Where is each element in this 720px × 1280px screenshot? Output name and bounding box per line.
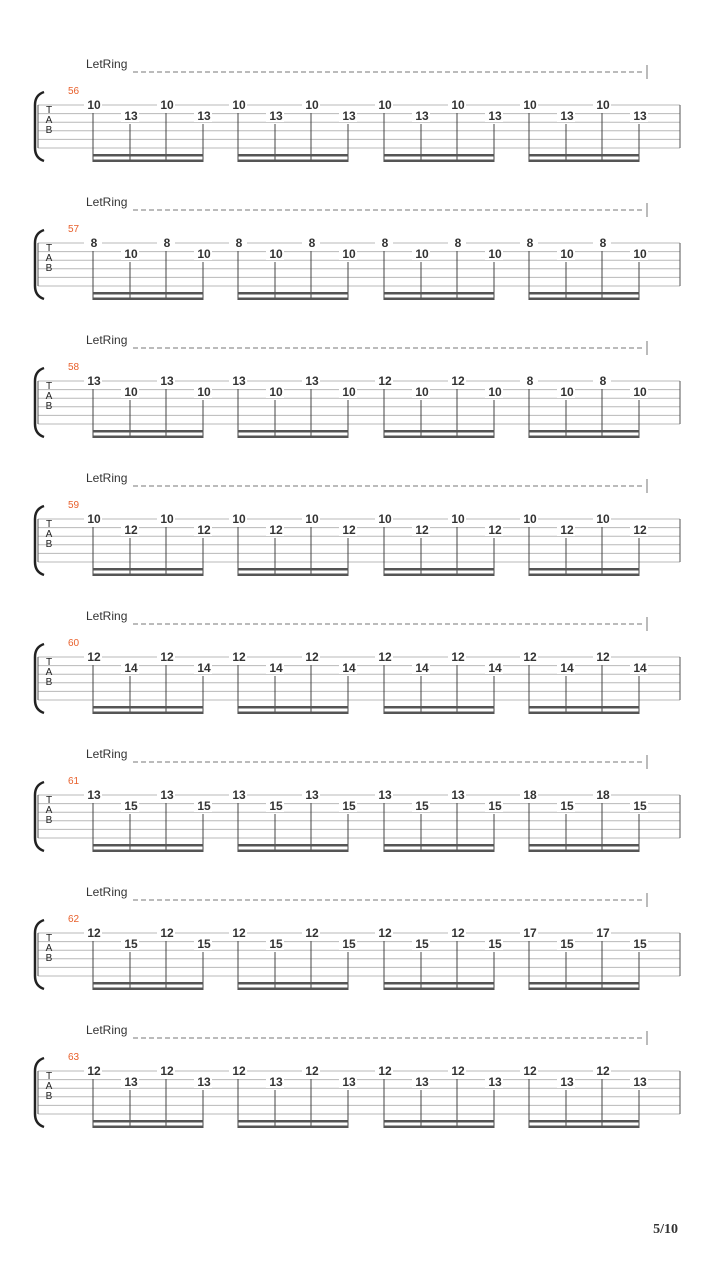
beam-upper — [529, 292, 640, 295]
beam-upper — [93, 706, 204, 709]
beam-upper — [93, 154, 204, 157]
beam-upper — [93, 568, 204, 571]
measure-number: 62 — [68, 914, 80, 925]
beam-upper — [238, 154, 349, 157]
fret-number: 10 — [160, 98, 174, 112]
system-bracket — [35, 230, 44, 299]
beam-lower — [238, 160, 349, 163]
fret-number: 13 — [197, 1075, 211, 1089]
fret-number: 13 — [560, 1075, 574, 1089]
tab-clef-letter: A — [45, 115, 53, 126]
fret-number: 8 — [90, 236, 98, 250]
fret-number: 17 — [596, 926, 610, 940]
fret-number: 10 — [560, 247, 574, 261]
fret-number: 10 — [197, 247, 211, 261]
beam-lower — [384, 988, 495, 991]
fret-number: 13 — [488, 109, 502, 123]
beam-upper — [384, 1120, 495, 1123]
fret-number: 12 — [124, 523, 138, 537]
beam-lower — [529, 574, 640, 577]
fret-number: 15 — [560, 937, 574, 951]
beam-lower — [529, 988, 640, 991]
let-ring-label: LetRing — [86, 609, 128, 623]
beam-lower — [384, 160, 495, 163]
tab-clef-letter: B — [45, 1091, 53, 1102]
fret-number: 13 — [415, 1075, 429, 1089]
fret-number: 12 — [451, 650, 465, 664]
system-bracket — [35, 1058, 44, 1127]
beam-upper — [529, 1120, 640, 1123]
fret-number: 10 — [488, 247, 502, 261]
fret-number: 10 — [523, 512, 537, 526]
tab-clef-letter: A — [45, 943, 53, 954]
fret-number: 15 — [197, 937, 211, 951]
beam-lower — [384, 298, 495, 301]
tab-clef-letter: B — [45, 539, 53, 550]
fret-number: 12 — [232, 650, 246, 664]
fret-number: 18 — [523, 788, 537, 802]
let-ring-label: LetRing — [86, 471, 128, 485]
beam-lower — [529, 712, 640, 715]
fret-number: 12 — [197, 523, 211, 537]
fret-number: 13 — [305, 374, 319, 388]
beam-upper — [384, 706, 495, 709]
fret-number: 14 — [124, 661, 138, 675]
beam-upper — [238, 1120, 349, 1123]
tab-clef-letter: B — [45, 953, 53, 964]
fret-number: 8 — [454, 236, 462, 250]
beam-lower — [93, 574, 204, 577]
tab-clef-letter: A — [45, 391, 53, 402]
fret-number: 13 — [415, 109, 429, 123]
beam-lower — [529, 298, 640, 301]
beam-lower — [93, 436, 204, 439]
measure-number: 56 — [68, 86, 80, 97]
beam-upper — [93, 430, 204, 433]
beam-lower — [238, 850, 349, 853]
fret-number: 10 — [596, 512, 610, 526]
beam-lower — [93, 850, 204, 853]
fret-number: 14 — [342, 661, 356, 675]
fret-number: 14 — [633, 661, 647, 675]
measure-number: 57 — [68, 224, 80, 235]
fret-number: 15 — [269, 799, 283, 813]
fret-number: 10 — [305, 98, 319, 112]
beam-upper — [238, 430, 349, 433]
beam-lower — [238, 1126, 349, 1129]
beam-lower — [529, 160, 640, 163]
fret-number: 13 — [633, 109, 647, 123]
fret-number: 18 — [596, 788, 610, 802]
fret-number: 15 — [124, 799, 138, 813]
tab-clef-letter: T — [45, 657, 53, 668]
fret-number: 12 — [342, 523, 356, 537]
fret-number: 14 — [269, 661, 283, 675]
beam-upper — [529, 706, 640, 709]
fret-number: 13 — [488, 1075, 502, 1089]
fret-number: 12 — [415, 523, 429, 537]
fret-number: 13 — [269, 1075, 283, 1089]
fret-number: 10 — [232, 98, 246, 112]
fret-number: 10 — [633, 385, 647, 399]
fret-number: 12 — [523, 650, 537, 664]
system-bracket — [35, 92, 44, 161]
fret-number: 13 — [197, 109, 211, 123]
fret-number: 12 — [87, 926, 101, 940]
beam-upper — [93, 844, 204, 847]
fret-number: 8 — [381, 236, 389, 250]
measure-number: 60 — [68, 638, 80, 649]
beam-upper — [93, 1120, 204, 1123]
beam-upper — [93, 292, 204, 295]
fret-number: 17 — [523, 926, 537, 940]
fret-number: 10 — [560, 385, 574, 399]
fret-number: 12 — [596, 1064, 610, 1078]
fret-number: 15 — [342, 937, 356, 951]
fret-number: 10 — [451, 98, 465, 112]
fret-number: 12 — [305, 926, 319, 940]
beam-lower — [238, 988, 349, 991]
let-ring-label: LetRing — [86, 1023, 128, 1037]
beam-upper — [384, 154, 495, 157]
beam-lower — [238, 436, 349, 439]
beam-upper — [529, 982, 640, 985]
beam-lower — [529, 850, 640, 853]
beam-lower — [384, 1126, 495, 1129]
beam-lower — [529, 1126, 640, 1129]
fret-number: 13 — [124, 1075, 138, 1089]
tab-clef-letter: B — [45, 815, 53, 826]
beam-lower — [238, 574, 349, 577]
beam-upper — [384, 430, 495, 433]
fret-number: 15 — [124, 937, 138, 951]
tab-clef-letter: B — [45, 263, 53, 274]
tab-clef-letter: A — [45, 805, 53, 816]
let-ring-label: LetRing — [86, 333, 128, 347]
fret-number: 13 — [232, 374, 246, 388]
beam-lower — [93, 160, 204, 163]
tab-clef-letter: T — [45, 519, 53, 530]
fret-number: 15 — [342, 799, 356, 813]
measure-number: 58 — [68, 362, 80, 373]
fret-number: 12 — [378, 926, 392, 940]
beam-upper — [238, 706, 349, 709]
let-ring-label: LetRing — [86, 747, 128, 761]
let-ring-label: LetRing — [86, 885, 128, 899]
fret-number: 12 — [378, 1064, 392, 1078]
fret-number: 10 — [197, 385, 211, 399]
fret-number: 10 — [415, 385, 429, 399]
beam-lower — [238, 298, 349, 301]
fret-number: 12 — [378, 374, 392, 388]
beam-lower — [93, 988, 204, 991]
beam-lower — [384, 574, 495, 577]
fret-number: 12 — [232, 1064, 246, 1078]
tab-clef-letter: A — [45, 253, 53, 264]
fret-number: 12 — [160, 926, 174, 940]
fret-number: 8 — [163, 236, 171, 250]
beam-upper — [238, 982, 349, 985]
fret-number: 13 — [160, 374, 174, 388]
beam-upper — [238, 292, 349, 295]
fret-number: 15 — [488, 799, 502, 813]
fret-number: 10 — [596, 98, 610, 112]
fret-number: 12 — [378, 650, 392, 664]
beam-upper — [384, 292, 495, 295]
tab-clef-letter: T — [45, 105, 53, 116]
fret-number: 10 — [305, 512, 319, 526]
fret-number: 12 — [160, 650, 174, 664]
beam-upper — [93, 982, 204, 985]
tab-clef-letter: T — [45, 243, 53, 254]
beam-upper — [529, 154, 640, 157]
fret-number: 13 — [232, 788, 246, 802]
let-ring-label: LetRing — [86, 195, 128, 209]
beam-upper — [384, 568, 495, 571]
fret-number: 8 — [308, 236, 316, 250]
fret-number: 12 — [305, 1064, 319, 1078]
fret-number: 12 — [560, 523, 574, 537]
fret-number: 15 — [415, 799, 429, 813]
page-number: 5/10 — [653, 1222, 678, 1237]
fret-number: 8 — [526, 236, 534, 250]
fret-number: 10 — [124, 247, 138, 261]
fret-number: 14 — [197, 661, 211, 675]
fret-number: 12 — [451, 1064, 465, 1078]
tab-clef-letter: T — [45, 795, 53, 806]
beam-lower — [384, 436, 495, 439]
beam-lower — [93, 298, 204, 301]
fret-number: 12 — [451, 926, 465, 940]
system-bracket — [35, 506, 44, 575]
fret-number: 12 — [596, 650, 610, 664]
tab-clef-letter: A — [45, 1081, 53, 1092]
fret-number: 13 — [269, 109, 283, 123]
tab-clef-letter: A — [45, 667, 53, 678]
fret-number: 13 — [560, 109, 574, 123]
fret-number: 10 — [269, 385, 283, 399]
fret-number: 15 — [415, 937, 429, 951]
system-bracket — [35, 920, 44, 989]
fret-number: 12 — [305, 650, 319, 664]
fret-number: 10 — [342, 247, 356, 261]
fret-number: 8 — [599, 374, 607, 388]
fret-number: 13 — [342, 109, 356, 123]
fret-number: 12 — [269, 523, 283, 537]
system-bracket — [35, 644, 44, 713]
beam-upper — [529, 568, 640, 571]
beam-upper — [529, 430, 640, 433]
fret-number: 13 — [305, 788, 319, 802]
beam-lower — [93, 1126, 204, 1129]
beam-lower — [384, 850, 495, 853]
beam-upper — [529, 844, 640, 847]
fret-number: 13 — [633, 1075, 647, 1089]
measure-number: 59 — [68, 500, 80, 511]
fret-number: 10 — [232, 512, 246, 526]
fret-number: 10 — [415, 247, 429, 261]
fret-number: 15 — [633, 799, 647, 813]
tab-clef-letter: T — [45, 381, 53, 392]
beam-upper — [238, 568, 349, 571]
measure-number: 61 — [68, 776, 80, 787]
tab-clef-letter: B — [45, 125, 53, 136]
fret-number: 10 — [269, 247, 283, 261]
fret-number: 15 — [560, 799, 574, 813]
fret-number: 10 — [342, 385, 356, 399]
fret-number: 10 — [378, 512, 392, 526]
fret-number: 15 — [488, 937, 502, 951]
fret-number: 13 — [451, 788, 465, 802]
fret-number: 8 — [526, 374, 534, 388]
measure-number: 63 — [68, 1052, 80, 1063]
fret-number: 13 — [87, 374, 101, 388]
fret-number: 10 — [160, 512, 174, 526]
fret-number: 12 — [488, 523, 502, 537]
fret-number: 13 — [87, 788, 101, 802]
beam-lower — [529, 436, 640, 439]
beam-lower — [384, 712, 495, 715]
fret-number: 10 — [124, 385, 138, 399]
fret-number: 13 — [160, 788, 174, 802]
tab-clef-letter: A — [45, 529, 53, 540]
let-ring-label: LetRing — [86, 57, 128, 71]
fret-number: 15 — [269, 937, 283, 951]
tab-clef-letter: B — [45, 677, 53, 688]
tab-clef-letter: T — [45, 1071, 53, 1082]
fret-number: 10 — [633, 247, 647, 261]
fret-number: 13 — [378, 788, 392, 802]
fret-number: 12 — [232, 926, 246, 940]
fret-number: 10 — [488, 385, 502, 399]
fret-number: 14 — [488, 661, 502, 675]
fret-number: 13 — [124, 109, 138, 123]
beam-lower — [238, 712, 349, 715]
fret-number: 14 — [415, 661, 429, 675]
fret-number: 8 — [599, 236, 607, 250]
beam-lower — [93, 712, 204, 715]
fret-number: 10 — [523, 98, 537, 112]
beam-upper — [238, 844, 349, 847]
fret-number: 10 — [87, 512, 101, 526]
fret-number: 12 — [523, 1064, 537, 1078]
fret-number: 10 — [451, 512, 465, 526]
fret-number: 15 — [197, 799, 211, 813]
fret-number: 12 — [87, 650, 101, 664]
fret-number: 13 — [342, 1075, 356, 1089]
fret-number: 12 — [633, 523, 647, 537]
tab-clef-letter: T — [45, 933, 53, 944]
fret-number: 10 — [87, 98, 101, 112]
system-bracket — [35, 368, 44, 437]
fret-number: 12 — [87, 1064, 101, 1078]
fret-number: 15 — [633, 937, 647, 951]
system-bracket — [35, 782, 44, 851]
fret-number: 8 — [235, 236, 243, 250]
tab-clef-letter: B — [45, 401, 53, 412]
beam-upper — [384, 982, 495, 985]
fret-number: 12 — [451, 374, 465, 388]
fret-number: 10 — [378, 98, 392, 112]
fret-number: 14 — [560, 661, 574, 675]
beam-upper — [384, 844, 495, 847]
fret-number: 12 — [160, 1064, 174, 1078]
